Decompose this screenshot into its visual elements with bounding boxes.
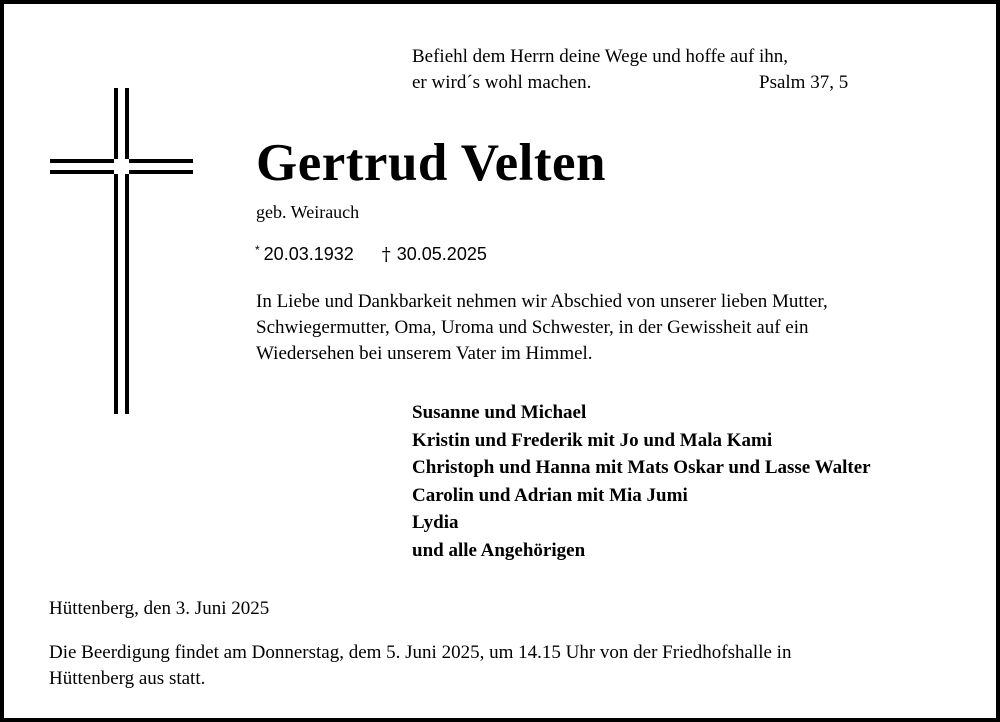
mourners-list [412, 399, 871, 564]
farewell-message-line-2: Schwiegermutter, Oma, Uroma und Schwester, in der Gewissheit auf ein [256, 317, 809, 338]
bible-verse-line-1: Befiehl dem Herrn deine Wege und hoffe auf ihn, [412, 46, 789, 67]
death-date: 30.05.2025 [396, 244, 487, 264]
farewell-message-line-3: Wiedersehen bei unserem Vater im Himmel. [256, 343, 593, 364]
bible-verse-line-2: er wird´s wohl machen. [412, 72, 592, 93]
mourner-entry: Lydia [412, 512, 459, 533]
deceased-name: Gertrud Velten [256, 134, 606, 192]
birth-name: geb. Weirauch [256, 202, 360, 222]
mourner-entry: Susanne und Michael [412, 402, 587, 423]
funeral-info-line-1: Die Beerdigung findet am Donnerstag, dem 5. Juni 2025, um 14.15 Uhr von der Friedhofshalle in [49, 642, 792, 663]
death-symbol: † [381, 244, 391, 265]
mourner-entry: Christoph und Hanna mit Mats Oskar und Lasse Walter [412, 457, 871, 478]
life-dates [255, 238, 487, 267]
birth-symbol: * [255, 243, 260, 257]
farewell-message-line-1: In Liebe und Dankbarkeit nehmen wir Abschied von unserer lieben Mutter, [256, 291, 828, 312]
mourner-entry: Kristin und Frederik mit Jo und Mala Kami [412, 429, 773, 451]
cross-icon [50, 88, 196, 414]
place-and-date: Hüttenberg, den 3. Juni 2025 [49, 598, 270, 619]
mourner-entry: Carolin und Adrian mit Mia Jumi [412, 484, 688, 506]
funeral-info-line-2: Hüttenberg aus statt. [49, 668, 206, 689]
bible-verse-reference: Psalm 37, 5 [759, 72, 849, 93]
mourner-entry: und alle Angehörigen [412, 539, 586, 561]
birth-date: 20.03.1932 [263, 244, 354, 264]
